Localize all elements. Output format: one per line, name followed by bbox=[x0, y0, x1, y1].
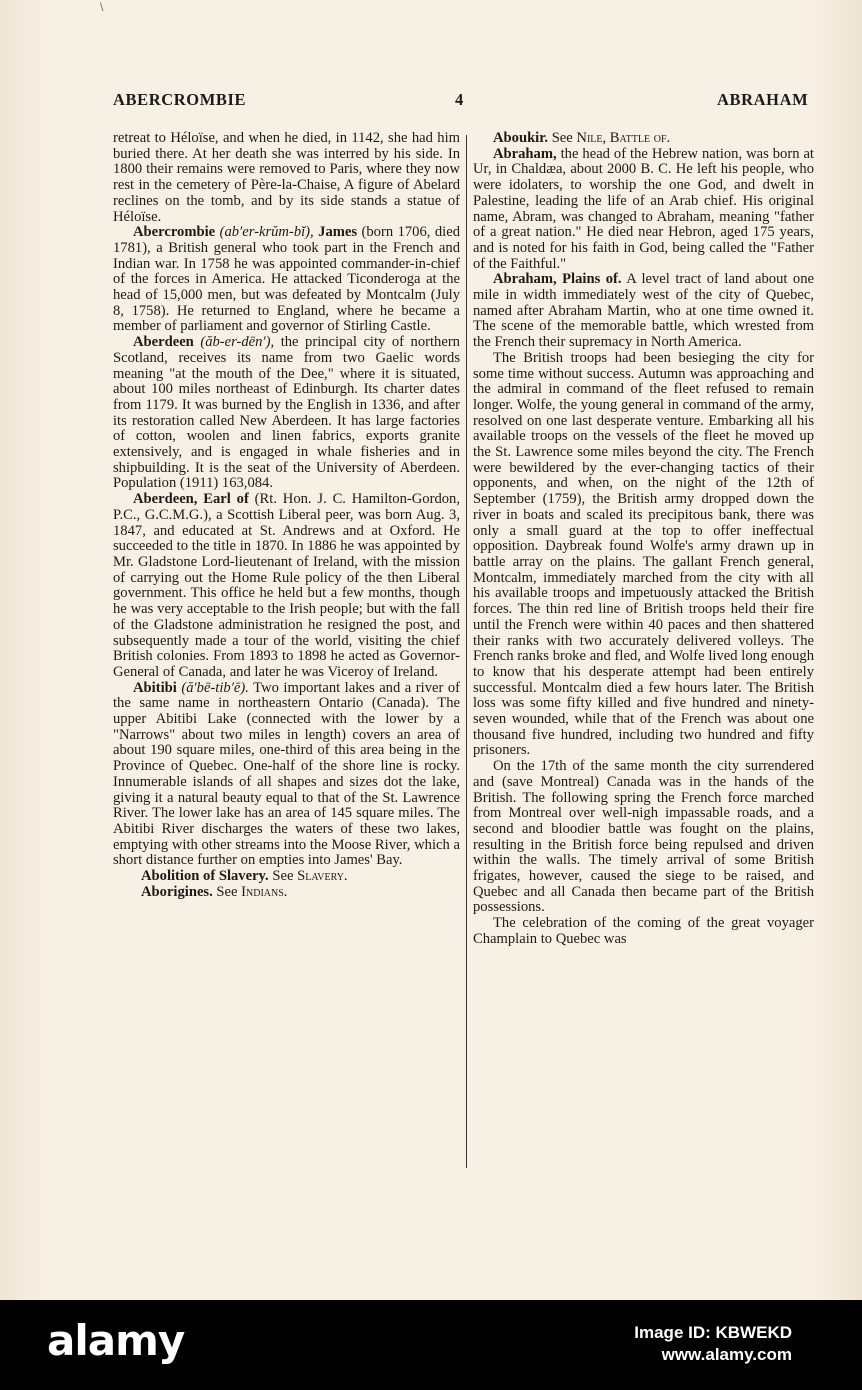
entry-body: (Rt. Hon. J. C. Hamilton-Gordon, P.C., G.C.M.G.), a Scottish Liberal peer, was born Aug. 3, 1847, and educated at St. Andrews and at Oxford. He succeeded to the title in 1870. In 1886 he was appointed by Mr. Gladstone Lord-lieutenant of Ireland, with the mission of carrying out the Home Rule policy of the then Liberal government. This office he held but a few months, though he was very acceptable to the Irish people; but with the fall of the Gladstone administration he resigned the post, and subsequently made a tour of the world, visiting the chief British colonies. From 1893 to 1898 he acted as Governor-General of Canada, and later he was Viceroy of Ireland. bbox=[113, 491, 460, 680]
cross-reference-target: Indians. bbox=[241, 883, 288, 900]
pronunciation: (ăb-er-dēn′), bbox=[200, 334, 275, 351]
heloise-continuation: retreat to Héloïse, and when he died, in 1142, she had him buried there. At her death she was interred by his side. In 1800 their remains were removed to Paris, where they now rest in the cemetery of Père-la-Chaise, A figure of Abelard reclines on the tomb, and by its side stands a statue of Héloïse. bbox=[113, 130, 460, 225]
entry-headword: Aborigines. bbox=[141, 883, 213, 900]
entry-abolition-of-slavery bbox=[113, 869, 460, 885]
entry-aberdeen bbox=[113, 335, 460, 492]
scan-mark: \ bbox=[100, 2, 104, 13]
entry-headword: Abolition of Slavery. bbox=[141, 868, 269, 885]
entry-headword: Aberdeen, Earl of bbox=[133, 491, 249, 508]
right-column bbox=[473, 131, 814, 948]
cross-reference-target: Nile, Battle of. bbox=[576, 130, 671, 146]
entry-abercrombie bbox=[113, 225, 460, 335]
entry-body: the head of the Hebrew nation, was born at Ur, in Chaldæa, about 2000 B. C. He left his people, who were idolaters, to worship the one God, and dwelt in Palestine, leading the life of an Arab chief. His original name, Abram, was changed to Abraham, meaning "father of a great nation." He died near Hebron, aged 175 years, and is noted for his faith in God, being called the "Father of the Faithful." bbox=[473, 145, 814, 272]
entry-aboukir bbox=[473, 131, 814, 147]
entry-abitibi bbox=[113, 681, 460, 869]
entry-headword: Abraham, bbox=[493, 145, 557, 162]
plains-paragraph-surrender: On the 17th of the same month the city surrendered and (save Montreal) Canada was in the hands of the British. The following spring the French force marched from Montreal over well-nigh impassable roads, and a second and bloodier battle was fought on the plains, resulting in the British force being repulsed and driven within the walls. The timely arrival of some British frigates, however, caused the siege to be raised, and Quebec and all Canada then became part of the British possessions. bbox=[473, 758, 814, 916]
page-number: 4 bbox=[455, 90, 464, 109]
entry-abraham bbox=[473, 147, 814, 273]
see-reference: See bbox=[551, 130, 573, 146]
plains-paragraph-celebration: The celebration of the coming of the great voyager Champlain to Quebec was bbox=[473, 915, 814, 947]
running-head-left: ABERCROMBIE bbox=[113, 90, 247, 109]
cross-reference-target: Slavery. bbox=[297, 868, 348, 885]
entry-body: Two important lakes and a river of the same name in northeastern Ontario (Canada). The upper Abitibi Lake (connected with the lower by a "Narrows" about two miles in length) covers an area of about 190 square miles, one-third of this area being in the Province of Quebec. One-half of the shore line is rocky. Innumerable islands of all shapes and sizes dot the lake, giving it a natural beauty equal to that of the St. Lawrence River. The lower lake has an area of 145 square miles. The Abitibi River discharges the waters of these two lakes, emptying with other streams into the Moose River, which a short distance further on empties into James' Bay. bbox=[113, 679, 461, 869]
pronunciation: (ă′bē-tib′ē). bbox=[181, 679, 249, 696]
entry-body: A level tract of land about one mile in width immediately west of the city of Quebec, named after Abraham Martin, who at one time owned it. The scene of the memorable battle, which wrested from the French their supremacy in North America. bbox=[473, 271, 814, 351]
see-reference: See bbox=[272, 868, 294, 885]
entry-aberdeen-earl bbox=[113, 492, 460, 680]
entry-headword: Aberdeen bbox=[133, 334, 194, 351]
stock-url: www.alamy.com bbox=[661, 1345, 792, 1364]
entry-plains-of-abraham bbox=[473, 272, 814, 351]
entry-aborigines bbox=[113, 885, 460, 901]
entry-headword: Abercrombie bbox=[133, 224, 216, 241]
left-column bbox=[113, 131, 460, 900]
stock-info bbox=[592, 1322, 792, 1366]
entry-headword: Abraham, Plains of. bbox=[493, 271, 622, 288]
plains-paragraph-battle: The British troops had been besieging the city for some time without success. Autumn was approaching and the admiral in command of the fleet refused to remain longer. Wolfe, the young general in command of the army, resolved on one last desperate venture. Embarking all his available troops on the vessels of the fleet he moved up the St. Lawrence some miles beyond the city. The French were bewildered by the ever-changing tactics of their opponents, and when, on the night of the 12th of September (1759), the British army dropped down the river in boats and scaled its precipitous bank, there was only a small guard at the top to offer ineffectual opposition. Daybreak found Wolfe's army drawn up in battle array on the plains. The gallant French general, Montcalm, immediately marched from the city with all his available troops and impetuously attacked the British forces. The thin red line of British troops held their fire until the French were within 40 paces and then shattered their ranks with two accurately delivered volleys. The French ranks broke and fled, and Wolfe lived long enough to know that his desperate attempt had been entirely successful. Montcalm died a few hours later. The British loss was some fifty killed and five hundred and ninety-seven wounded, while that of the French was about one thousand five hundred, including two hundred and fifty prisoners. bbox=[473, 349, 814, 759]
entry-body: (born 1706, died 1781), a British general who took part in the French and Indian war. In 1758 he was appointed commander-in-chief of the forces in America. He attacked Ticonderoga at the head of 15,000 men, but was defeated by Montcalm (July 8, 1758). He returned to England, where he became a member of parliament and governor of Stirling Castle. bbox=[113, 224, 460, 335]
entry-headword: Abitibi bbox=[133, 679, 177, 696]
see-reference: See bbox=[216, 883, 238, 900]
image-id: Image ID: KBWEKD bbox=[634, 1323, 792, 1342]
pronunciation: (ab′er-krŭm-bĭ), bbox=[219, 224, 314, 241]
entry-headword-forename: James bbox=[318, 224, 358, 241]
entry-headword: Aboukir. bbox=[493, 130, 549, 146]
running-head bbox=[0, 90, 862, 110]
entry-body: the principal city of northern Scotland, receives its name from two Gaelic words meaning "at the mouth of the Dee," where it is situated, about 100 miles northeast of Edinburgh. Its charter dates from 1179. It was burned by the English in 1336, and after its restoration called New Aberdeen. It has large factories of cotton, woolen and linen fabrics, exports granite extensively, and is engaged in whale fisheries and in shipbuilding. It is the seat of the University of Aberdeen. Population (1911) 163,084. bbox=[113, 334, 460, 492]
stock-logo: alamy bbox=[47, 1316, 185, 1365]
running-head-right: ABRAHAM bbox=[717, 90, 809, 109]
column-divider bbox=[466, 135, 467, 1168]
